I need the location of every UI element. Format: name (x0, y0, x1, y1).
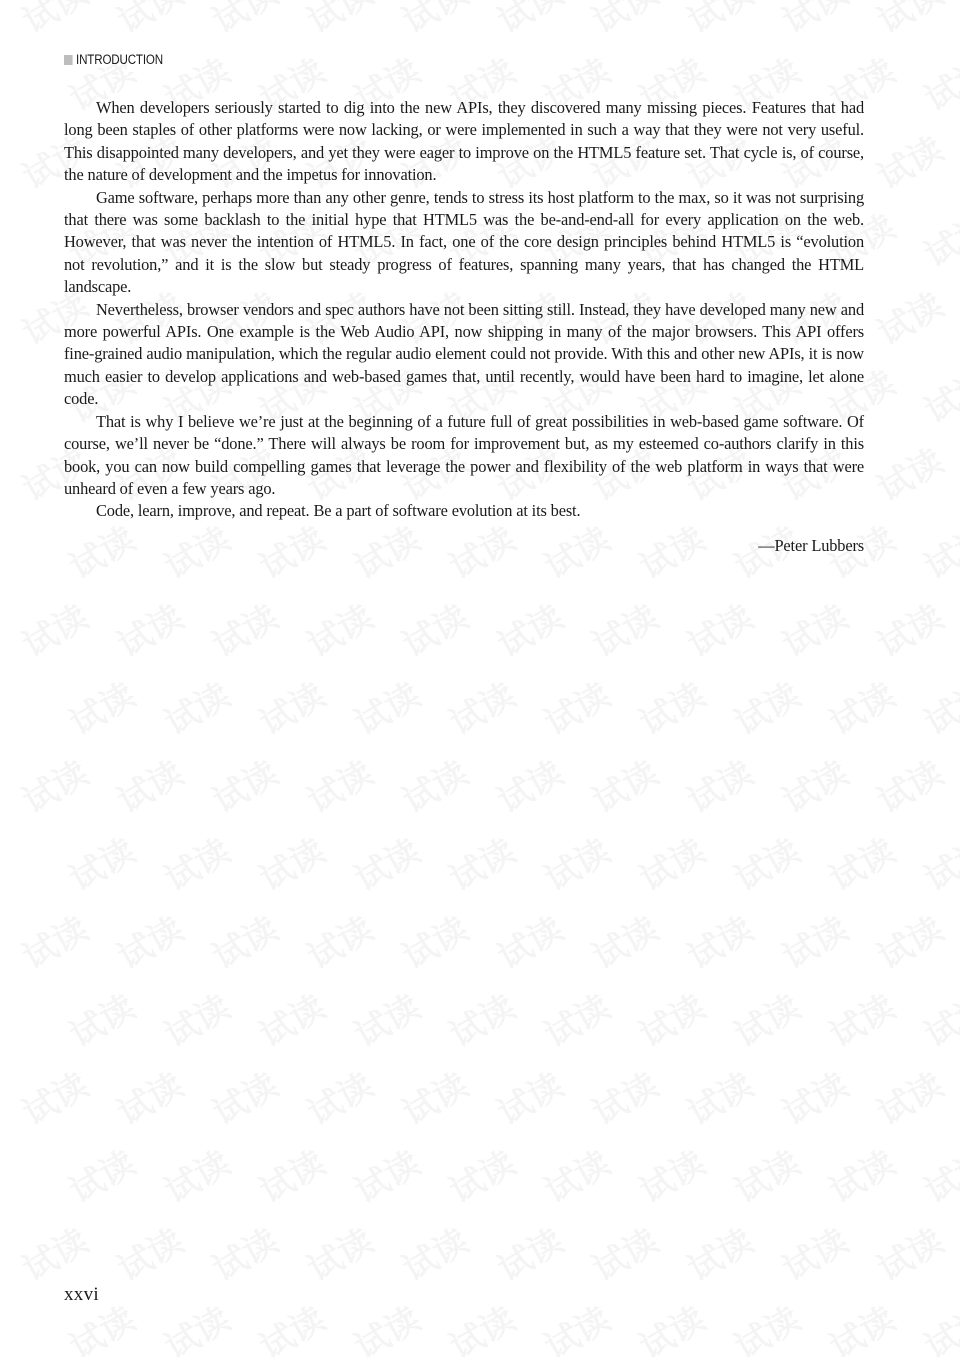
watermark-glyph (297, 1214, 380, 1290)
paragraph: When developers seriously started to dig into the new APIs, they discovered many missing pieces. Features that had long been staples of other platforms were now lacking, or were implemented in such a way that they were not very useful. This disappointed many developers, and yet they were eager to improve on the HTML5 feature set. That cycle is, of course, the nature of development and the impetus for innovation. (64, 98, 864, 185)
watermark-glyph (772, 1058, 855, 1134)
watermark-glyph (487, 0, 570, 43)
watermark-glyph (344, 980, 427, 1056)
watermark-glyph (677, 746, 760, 822)
watermark-glyph (154, 1136, 237, 1212)
watermark-glyph (582, 746, 665, 822)
watermark-glyph (867, 590, 950, 666)
watermark-glyph (344, 824, 427, 900)
watermark-glyph (439, 1292, 522, 1357)
watermark-glyph (12, 0, 95, 43)
watermark-glyph (534, 1292, 617, 1357)
watermark-glyph (772, 0, 855, 43)
watermark-glyph (487, 1214, 570, 1290)
watermark-glyph (582, 902, 665, 978)
watermark-glyph (12, 746, 95, 822)
watermark-glyph (867, 1058, 950, 1134)
watermark-glyph (819, 824, 902, 900)
watermark-glyph (59, 824, 142, 900)
watermark-glyph (724, 1136, 807, 1212)
watermark-glyph (107, 902, 190, 978)
watermark-glyph (582, 0, 665, 43)
body-text (64, 97, 864, 557)
watermark-glyph (154, 980, 237, 1056)
watermark-glyph (487, 746, 570, 822)
paragraph: Nevertheless, browser vendors and spec authors have not been sitting still. Instead, they have developed many new and more powerful APIs. One example is the Web Audio API, now shipping in many of the major browsers. This API offers fine-grained audio manipulation, which the regular audio element could not provide. With this and other new APIs, it is now much easier to develop applications and web-based games that, until recently, would have been hard to imagine, let alone code. (64, 299, 864, 409)
watermark-glyph (677, 0, 760, 43)
watermark-glyph (867, 1214, 950, 1290)
watermark-glyph (249, 980, 332, 1056)
watermark-glyph (439, 668, 522, 744)
watermark-glyph (914, 1292, 960, 1357)
watermark-glyph (582, 590, 665, 666)
watermark-glyph (12, 1058, 95, 1134)
watermark-glyph (487, 1058, 570, 1134)
watermark-glyph (297, 0, 380, 43)
watermark-glyph (772, 902, 855, 978)
watermark-glyph (582, 1214, 665, 1290)
watermark-glyph (107, 1058, 190, 1134)
watermark-glyph (439, 1136, 522, 1212)
watermark-glyph (12, 1214, 95, 1290)
watermark-glyph (12, 590, 95, 666)
watermark-glyph (107, 590, 190, 666)
section-marker-icon (64, 55, 73, 65)
watermark-glyph (297, 1058, 380, 1134)
watermark-glyph (202, 746, 285, 822)
watermark-glyph (819, 980, 902, 1056)
watermark-glyph (249, 668, 332, 744)
watermark-glyph (629, 824, 712, 900)
watermark-glyph (724, 1292, 807, 1357)
watermark-glyph (629, 1292, 712, 1357)
watermark-glyph (344, 1292, 427, 1357)
watermark-glyph (297, 746, 380, 822)
watermark-glyph (249, 1136, 332, 1212)
running-head (64, 52, 163, 67)
watermark-glyph (914, 668, 960, 744)
paragraph: That is why I believe we’re just at the beginning of a future full of great possibilities in web-based game software. Of course, we’ll never be “done.” There will always be room for improvement but, as my esteemed co-authors clarify in this book, you can now build compelling games that leverage the power and flexibility of the web platform in ways that were unheard of even a few years ago. (64, 411, 864, 498)
watermark-glyph (534, 824, 617, 900)
watermark-glyph (12, 902, 95, 978)
paragraph: Game software, perhaps more than any other genre, tends to stress its host platform to the max, so it was not surprising that there was some backlash to the initial hype that HTML5 was the be-and-end-all for every application on the web. However, that was never the intention of HTML5. In fact, one of the core design principles behind HTML5 is “evolution not revolution,” and it is the slow but steady progress of features, spanning many years, that has changed the HTML landscape. (64, 187, 864, 297)
watermark-glyph (344, 668, 427, 744)
watermark-glyph (534, 980, 617, 1056)
watermark-glyph (724, 668, 807, 744)
watermark-glyph (202, 902, 285, 978)
watermark-glyph (914, 824, 960, 900)
watermark-glyph (534, 1136, 617, 1212)
watermark-glyph (392, 1214, 475, 1290)
watermark-glyph (819, 1136, 902, 1212)
paragraph: Code, learn, improve, and repeat. Be a part of software evolution at its best. (96, 501, 581, 521)
watermark-glyph (392, 590, 475, 666)
watermark-glyph (154, 824, 237, 900)
watermark-glyph (202, 0, 285, 43)
watermark-glyph (392, 1058, 475, 1134)
watermark-glyph (772, 746, 855, 822)
page-number: xxvi (64, 1284, 99, 1305)
watermark-glyph (154, 668, 237, 744)
watermark-glyph (344, 1136, 427, 1212)
watermark-glyph (867, 434, 950, 510)
section-label: INTRODUCTION (76, 52, 163, 67)
watermark-glyph (677, 902, 760, 978)
watermark-glyph (867, 902, 950, 978)
watermark-glyph (582, 1058, 665, 1134)
watermark-glyph (819, 668, 902, 744)
watermark-glyph (724, 824, 807, 900)
watermark-glyph (107, 1214, 190, 1290)
watermark-glyph (202, 590, 285, 666)
watermark-glyph (107, 0, 190, 43)
watermark-glyph (867, 746, 950, 822)
watermark-glyph (629, 668, 712, 744)
watermark-glyph (202, 1214, 285, 1290)
watermark-glyph (249, 824, 332, 900)
watermark-glyph (439, 980, 522, 1056)
watermark-glyph (867, 122, 950, 198)
watermark-glyph (677, 590, 760, 666)
watermark-glyph (59, 668, 142, 744)
watermark-glyph (677, 1214, 760, 1290)
watermark-glyph (867, 278, 950, 354)
watermark-glyph (819, 1292, 902, 1357)
watermark-glyph (392, 0, 475, 43)
watermark-glyph (297, 590, 380, 666)
watermark-glyph (297, 902, 380, 978)
watermark-glyph (914, 356, 960, 432)
watermark-glyph (534, 668, 617, 744)
watermark-glyph (677, 1058, 760, 1134)
watermark-glyph (867, 0, 950, 43)
watermark-glyph (439, 824, 522, 900)
watermark-glyph (487, 590, 570, 666)
watermark-glyph (154, 1292, 237, 1357)
watermark-glyph (629, 980, 712, 1056)
watermark-glyph (202, 1058, 285, 1134)
watermark-glyph (914, 1136, 960, 1212)
watermark-glyph (107, 746, 190, 822)
watermark-glyph (724, 980, 807, 1056)
watermark-glyph (392, 902, 475, 978)
watermark-glyph (392, 746, 475, 822)
watermark-glyph (914, 200, 960, 276)
watermark-glyph (487, 902, 570, 978)
watermark-glyph (59, 980, 142, 1056)
watermark-glyph (249, 1292, 332, 1357)
watermark-glyph (59, 1136, 142, 1212)
signature: —Peter Lubbers (758, 535, 864, 555)
watermark-glyph (772, 1214, 855, 1290)
watermark-glyph (772, 590, 855, 666)
watermark-glyph (914, 44, 960, 120)
watermark-glyph (914, 512, 960, 588)
watermark-glyph (914, 980, 960, 1056)
watermark-glyph (629, 1136, 712, 1212)
